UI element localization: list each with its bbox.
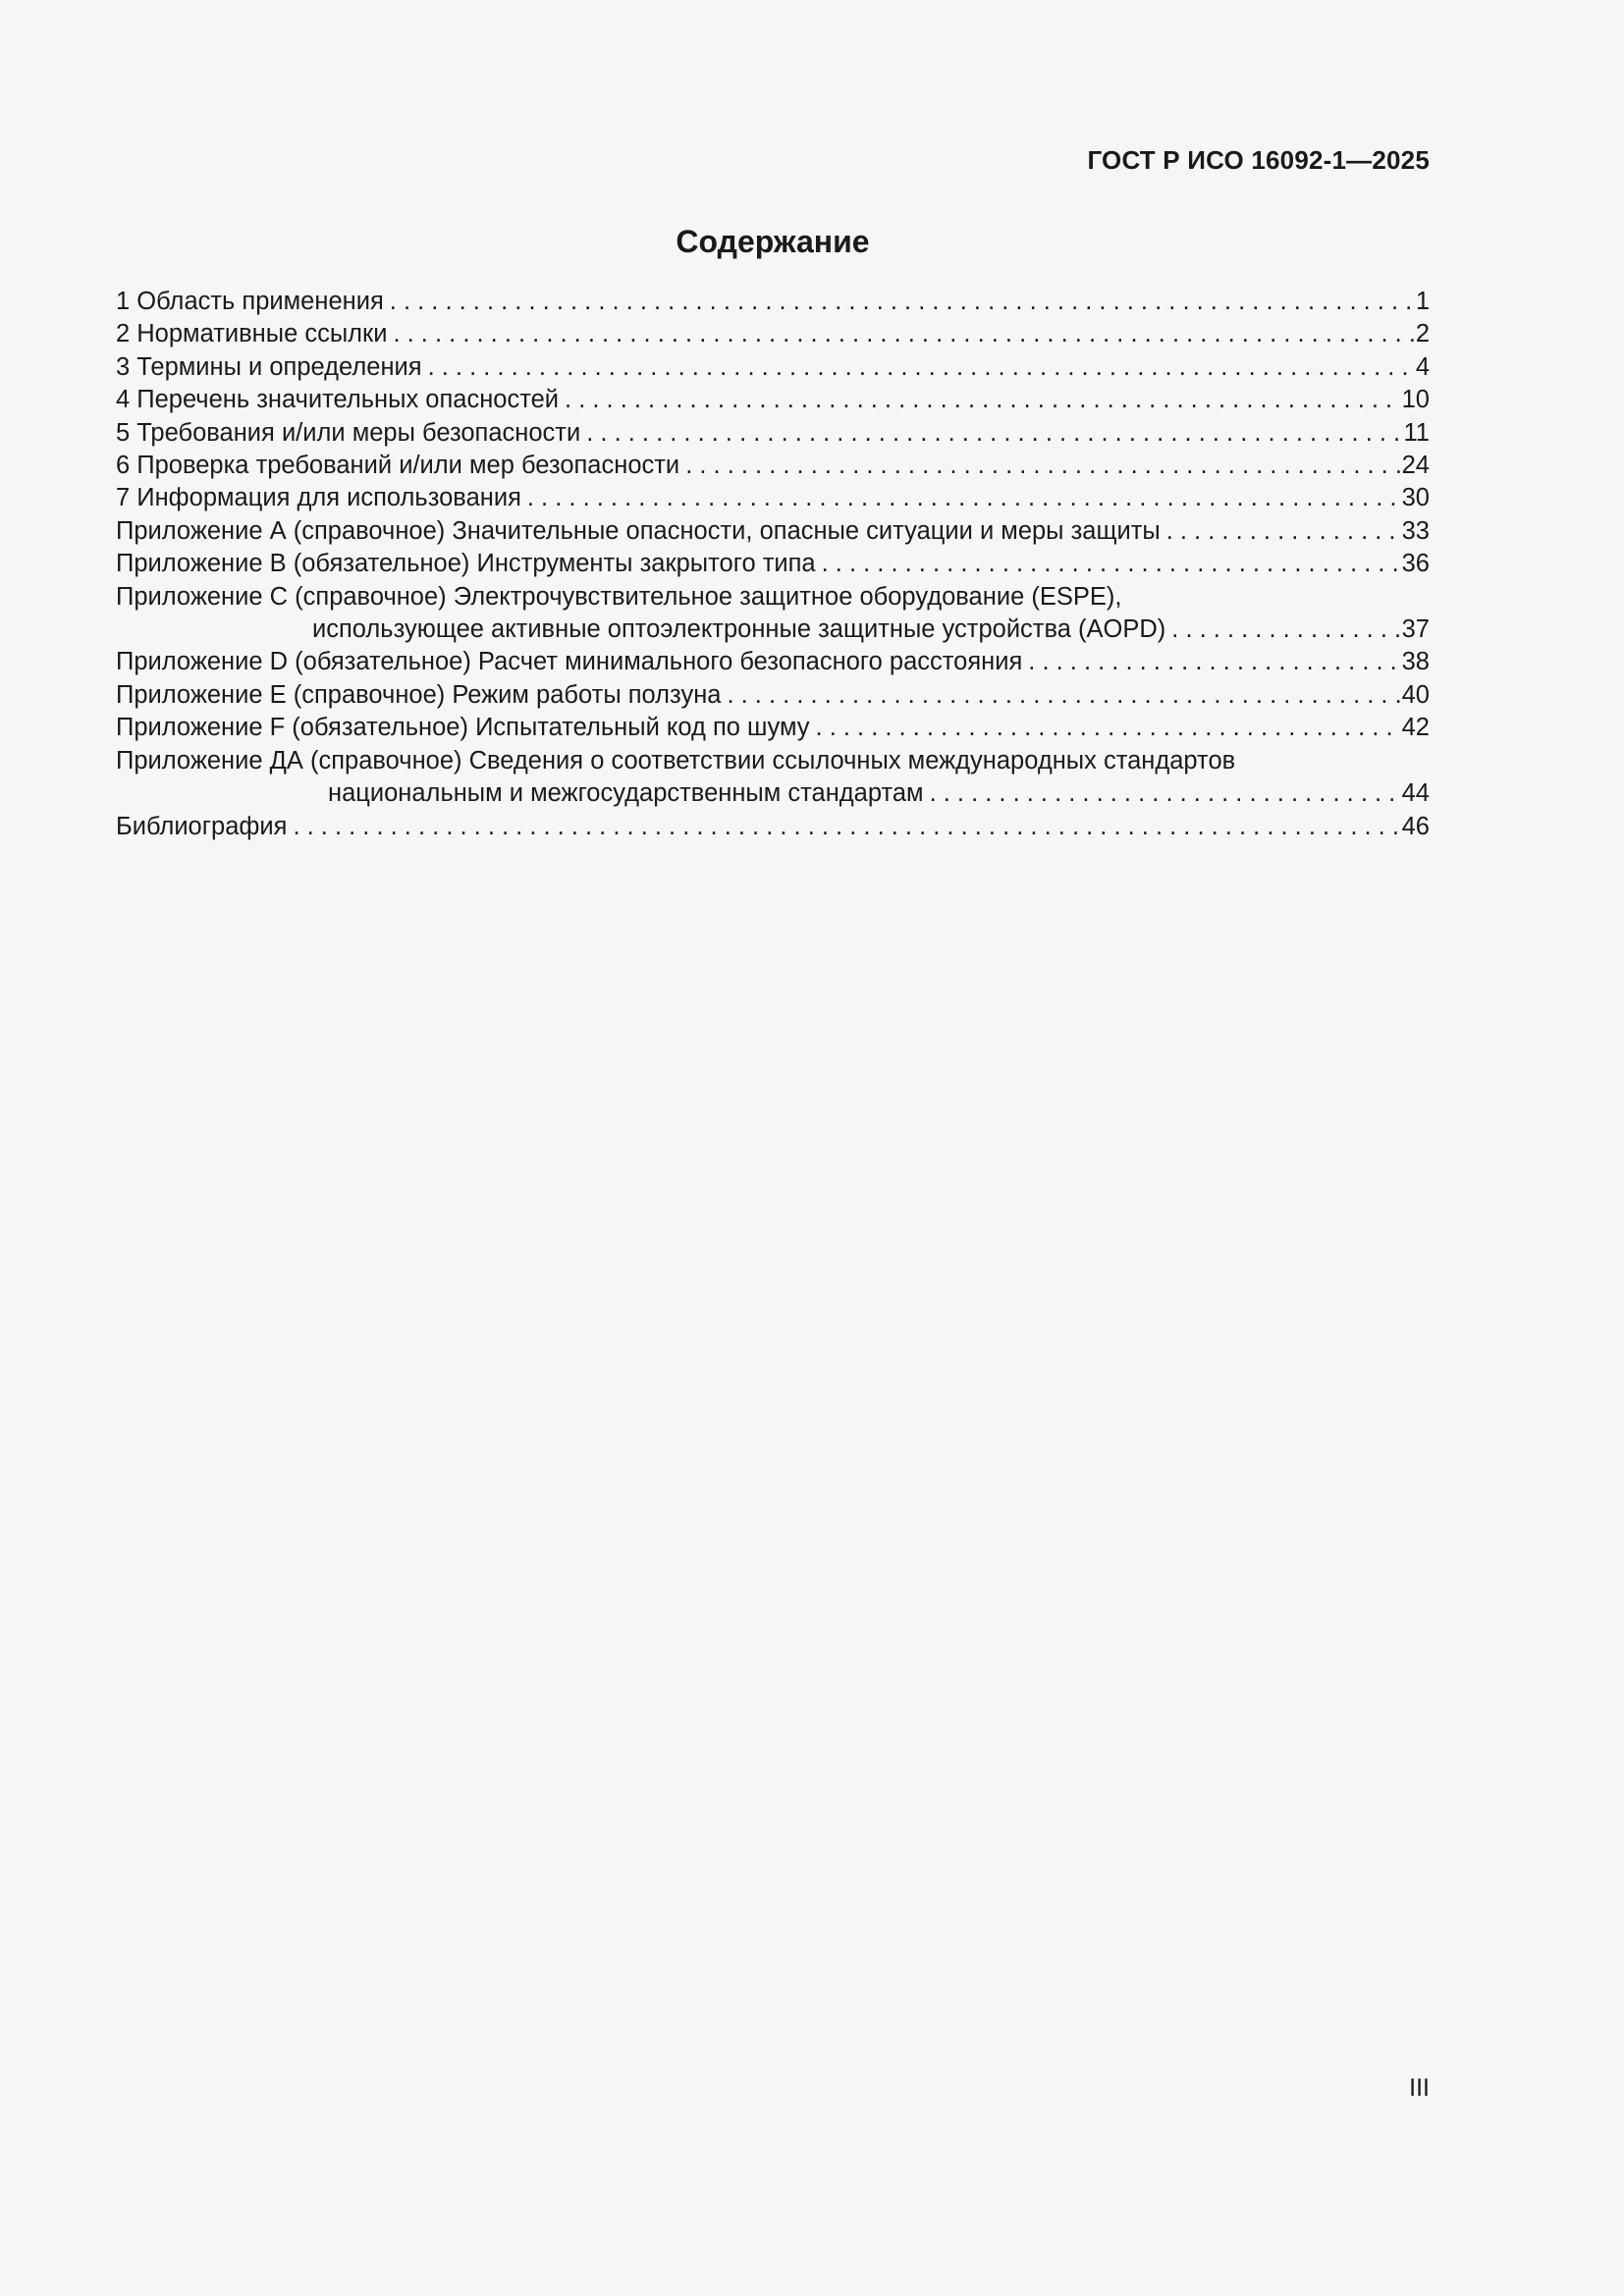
- toc-entry-annex-e[interactable]: [116, 679, 1430, 712]
- toc-page-number: 38: [1401, 648, 1430, 676]
- toc-page-number: 2: [1415, 320, 1430, 348]
- toc-page-number: 37: [1401, 615, 1430, 644]
- toc-entry-text: 4 Перечень значительных опасностей: [116, 386, 560, 414]
- toc-page-number: 10: [1401, 386, 1430, 414]
- toc-entry-text: Приложение А (справочное) Значительные опасности, опасные ситуации и меры защиты: [116, 516, 1161, 545]
- toc-entry-annex-a[interactable]: [116, 515, 1430, 548]
- toc-entry-information-for-use[interactable]: [116, 482, 1430, 514]
- toc-leader-dots: [822, 548, 1400, 580]
- toc-title: Содержание: [676, 224, 870, 259]
- toc-entry-terms[interactable]: [116, 351, 1430, 384]
- toc-entry-verification[interactable]: [116, 450, 1430, 482]
- toc-leader-dots: [1171, 614, 1399, 646]
- toc-leader-dots: [586, 417, 1401, 450]
- toc-page-number: 11: [1403, 418, 1430, 447]
- toc-leader-dots: [1166, 515, 1400, 548]
- toc-entry-annex-c[interactable]: [116, 581, 1430, 647]
- toc-page-number: 24: [1401, 452, 1430, 480]
- page-number: III: [1409, 2074, 1430, 2102]
- toc-page-number: 36: [1401, 550, 1430, 578]
- toc-entry-text: Приложение D (обязательное) Расчет минимального безопасного расстояния: [116, 648, 1023, 676]
- toc-entry-text: Приложение Е (справочное) Режим работы ползуна: [116, 680, 722, 709]
- toc-entry-normative-references[interactable]: [116, 318, 1430, 350]
- toc-leader-dots: [527, 482, 1400, 514]
- toc-entry-scope[interactable]: [116, 286, 1430, 318]
- toc-entry-text: 7 Информация для использования: [116, 484, 521, 512]
- toc-entry-annex-f[interactable]: [116, 712, 1430, 744]
- toc-entry-text: 5 Требования и/или меры безопасности: [116, 418, 581, 447]
- toc-page-number: 30: [1401, 484, 1430, 512]
- toc-entry-text: 3 Термины и определения: [116, 352, 422, 381]
- toc-page-number: 44: [1401, 779, 1430, 808]
- toc-leader-dots: [816, 712, 1400, 744]
- toc-page-number: 40: [1401, 680, 1430, 709]
- toc-leader-dots: [1028, 646, 1399, 678]
- toc-entry-text: 1 Область применения: [116, 288, 384, 315]
- toc-entry-text: использующее активные оптоэлектронные защитные устройства (AOPD): [312, 615, 1166, 644]
- toc-leader-dots: [393, 318, 1413, 350]
- table-of-contents: [116, 286, 1430, 843]
- toc-leader-dots: [428, 351, 1414, 384]
- toc-leader-dots: [685, 450, 1399, 482]
- toc-leader-dots: [727, 679, 1399, 712]
- document-code: ГОСТ Р ИСО 16092-1—2025: [1087, 145, 1430, 175]
- toc-page-number: 4: [1415, 352, 1430, 381]
- toc-leader-dots: [565, 384, 1400, 416]
- toc-entry-text-line1: Приложение ДА (справочное) Сведения о соответствии ссылочных международных стандартов: [116, 746, 1236, 774]
- toc-entry-text: Библиография: [116, 812, 288, 840]
- toc-entry-text: Приложение F (обязательное) Испытательный код по шуму: [116, 714, 810, 742]
- toc-page-number: 42: [1401, 714, 1430, 742]
- toc-entry-annex-d[interactable]: [116, 646, 1430, 678]
- toc-entry-annex-da[interactable]: [116, 745, 1430, 811]
- toc-leader-dots: [293, 811, 1399, 843]
- toc-entry-safety-requirements[interactable]: [116, 417, 1430, 450]
- toc-entry-text: 2 Нормативные ссылки: [116, 320, 388, 348]
- toc-page-number: 1: [1415, 288, 1430, 315]
- toc-entry-annex-b[interactable]: [116, 548, 1430, 580]
- toc-leader-dots: [930, 777, 1400, 810]
- toc-entry-text: 6 Проверка требований и/или мер безопасности: [116, 452, 680, 480]
- toc-entry-text-line1: Приложение С (справочное) Электрочувствительное защитное оборудование (ESPE),: [116, 582, 1122, 611]
- toc-page-number: 33: [1401, 516, 1430, 545]
- toc-leader-dots: [390, 286, 1414, 318]
- toc-entry-text: Приложение В (обязательное) Инструменты закрытого типа: [116, 550, 816, 578]
- toc-entry-text: национальным и межгосударственным стандартам: [328, 779, 924, 808]
- toc-entry-bibliography[interactable]: [116, 811, 1430, 843]
- toc-entry-hazards-list[interactable]: [116, 384, 1430, 416]
- toc-page-number: 46: [1401, 812, 1430, 840]
